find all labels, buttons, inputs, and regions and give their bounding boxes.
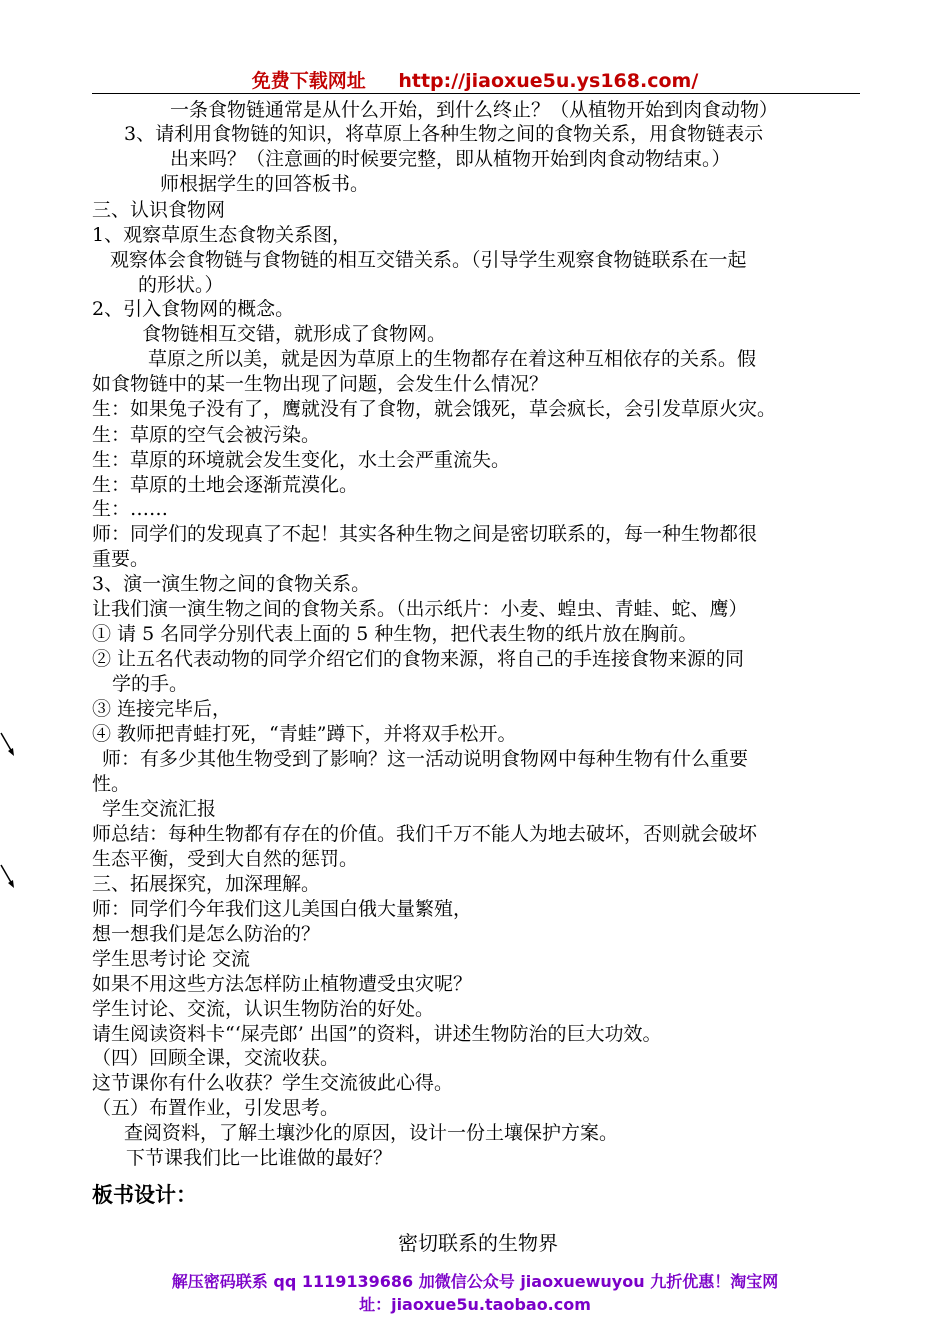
- footer-shop-link[interactable]: 址：jiaoxue5u.taobao.com: [359, 1295, 591, 1314]
- text-line: 师根据学生的回答板书。: [160, 173, 370, 195]
- text-line: 生：草原的环境就会发生变化，水土会严重流失。: [92, 449, 511, 471]
- text-line: 师总结：每种生物都有存在的价值。我们千万不能人为地去破坏，否则就会破坏: [92, 823, 758, 845]
- section-heading: 三、认识食物网: [92, 199, 226, 221]
- text-line: 请生阅读资料卡“‘屎壳郎’ 出国”的资料，讲述生物防治的巨大功效。: [92, 1023, 662, 1045]
- text-line: （四）回顾全课，交流收获。: [92, 1047, 340, 1069]
- section-heading: 三、拓展探究，加深理解。: [92, 873, 321, 895]
- header-url-link[interactable]: http://jiaoxue5u.ys168.com/: [398, 70, 699, 92]
- text-line: 师：同学们今年我们这儿美国白俄大量繁殖，: [92, 898, 473, 920]
- text-line: 3、请利用食物链的知识，将草原上各种生物之间的食物关系，用食物链表示: [124, 123, 764, 145]
- text-line: 出来吗？（注意画的时候要完整，即从植物开始到肉食动物结束。）: [170, 148, 731, 170]
- text-line: 生：……: [92, 498, 169, 520]
- text-line: ① 请 5 名同学分别代表上面的 5 种生物，把代表生物的纸片放在胸前。: [92, 623, 698, 645]
- text-line: 学生交流汇报: [102, 798, 217, 820]
- text-line: 性。: [92, 773, 131, 795]
- text-line: 食物链相互交错，就形成了食物网。: [142, 323, 447, 345]
- text-line: 想一想我们是怎么防治的？: [92, 923, 321, 945]
- text-line: 观察体会食物链与食物链的相互交错关系。（引导学生观察食物链联系在一起: [110, 249, 747, 271]
- text-line: 这节课你有什么收获？学生交流彼此心得。: [92, 1072, 454, 1094]
- text-line: 如食物链中的某一生物出现了问题，会发生什么情况？: [92, 373, 549, 395]
- header-label: 免费下载网址: [251, 70, 366, 92]
- text-line: 的形状。）: [138, 274, 224, 296]
- text-line: 学生讨论、交流，认识生物防治的好处。: [92, 998, 435, 1020]
- text-line: 学生思考讨论 交流: [92, 948, 251, 970]
- text-line: ② 让五名代表动物的同学介绍它们的食物来源，将自己的手连接食物来源的同: [92, 648, 745, 670]
- header-rule: [92, 93, 860, 94]
- text-line: 一条食物链通常是从什么开始，到什么终止？（从植物开始到肉食动物）: [170, 99, 779, 121]
- text-line: 1、观察草原生态食物关系图，: [92, 224, 352, 246]
- text-line: 重要。: [92, 548, 150, 570]
- board-design-heading: 板书设计：: [92, 1183, 197, 1207]
- text-line: （五）布置作业，引发思考。: [92, 1097, 340, 1119]
- text-line: 如果不用这些方法怎样防止植物遭受虫灾呢？: [92, 973, 473, 995]
- text-line: 生：草原的空气会被污染。: [92, 424, 321, 446]
- text-line: 2、引入食物网的概念。: [92, 298, 295, 320]
- board-title: 密切联系的生物界: [398, 1231, 558, 1255]
- text-line: 3、演一演生物之间的食物关系。: [92, 573, 371, 595]
- text-line: 师：有多少其他生物受到了影响？这一活动说明食物网中每种生物有什么重要: [102, 748, 749, 770]
- text-line: 生：如果兔子没有了，鹰就没有了食物，就会饿死，草会疯长，会引发草原火灾。: [92, 398, 777, 420]
- arrow-icon: [0, 862, 20, 892]
- text-line: 查阅资料，了解土壤沙化的原因，设计一份土壤保护方案。: [124, 1122, 619, 1144]
- text-line: 草原之所以美，就是因为草原上的生物都存在着这种互相依存的关系。假: [148, 348, 757, 370]
- text-line: ③ 连接完毕后，: [92, 698, 232, 720]
- arrow-icon: [0, 730, 20, 760]
- footer-contact: 解压密码联系 qq 1119139686 加微信公众号 jiaoxuewuyou 九折优惠！淘宝网: [171, 1272, 779, 1291]
- text-line: 师：同学们的发现真了不起！其实各种生物之间是密切联系的，每一种生物都很: [92, 523, 758, 545]
- text-line: 生：草原的土地会逐渐荒漠化。: [92, 474, 359, 496]
- text-line: ④ 教师把青蛙打死，“青蛙”蹲下，并将双手松开。: [92, 723, 517, 745]
- page-header: [0, 66, 950, 93]
- text-line: 让我们演一演生物之间的食物关系。（出示纸片：小麦、蝗虫、青蛙、蛇、鹰）: [92, 598, 748, 620]
- text-line: 学的手。: [112, 673, 189, 695]
- text-line: 生态平衡，受到大自然的惩罚。: [92, 848, 359, 870]
- text-line: 下节课我们比一比谁做的最好？: [126, 1147, 393, 1169]
